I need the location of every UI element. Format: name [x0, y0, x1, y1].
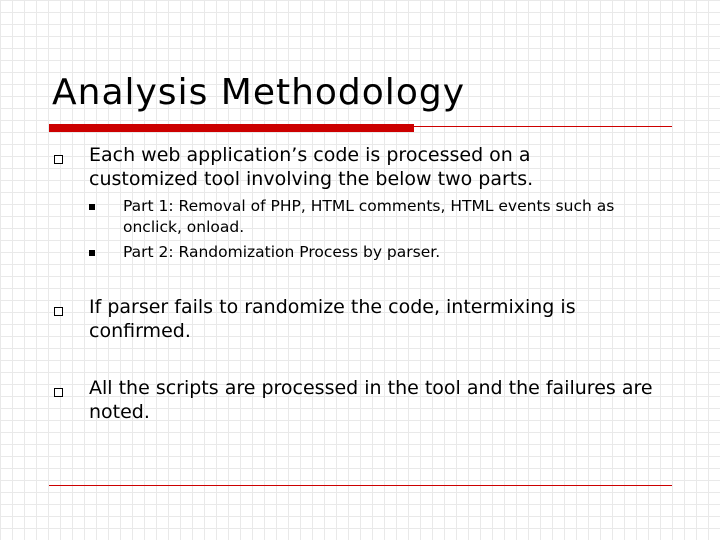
bullet-marker-3	[54, 388, 63, 397]
footer-rule	[49, 485, 672, 486]
bullet-text-3: All the scripts are processed in the tool and the failures are noted.	[89, 377, 653, 423]
sub-bullet-text-1: Part 1: Removal of PHP, HTML comments, HTML events such as onclick, onload.	[123, 197, 615, 236]
bullet-marker-1	[54, 155, 63, 164]
bullet-text-1: Each web application’s code is processed on a customized tool involving the below two parts.	[89, 144, 534, 190]
bullet-text-2: If parser fails to randomize the code, intermixing is confirmed.	[89, 296, 576, 342]
slide-title: Analysis Methodology	[52, 72, 465, 113]
bullet-marker-2	[54, 307, 63, 316]
sub-bullet-marker-2	[89, 250, 95, 256]
sub-bullet-text-2: Part 2: Randomization Process by parser.	[123, 243, 441, 261]
sub-bullet-marker-1	[89, 204, 95, 210]
title-underline-thick	[49, 124, 414, 132]
title-underline-thin	[414, 126, 672, 127]
